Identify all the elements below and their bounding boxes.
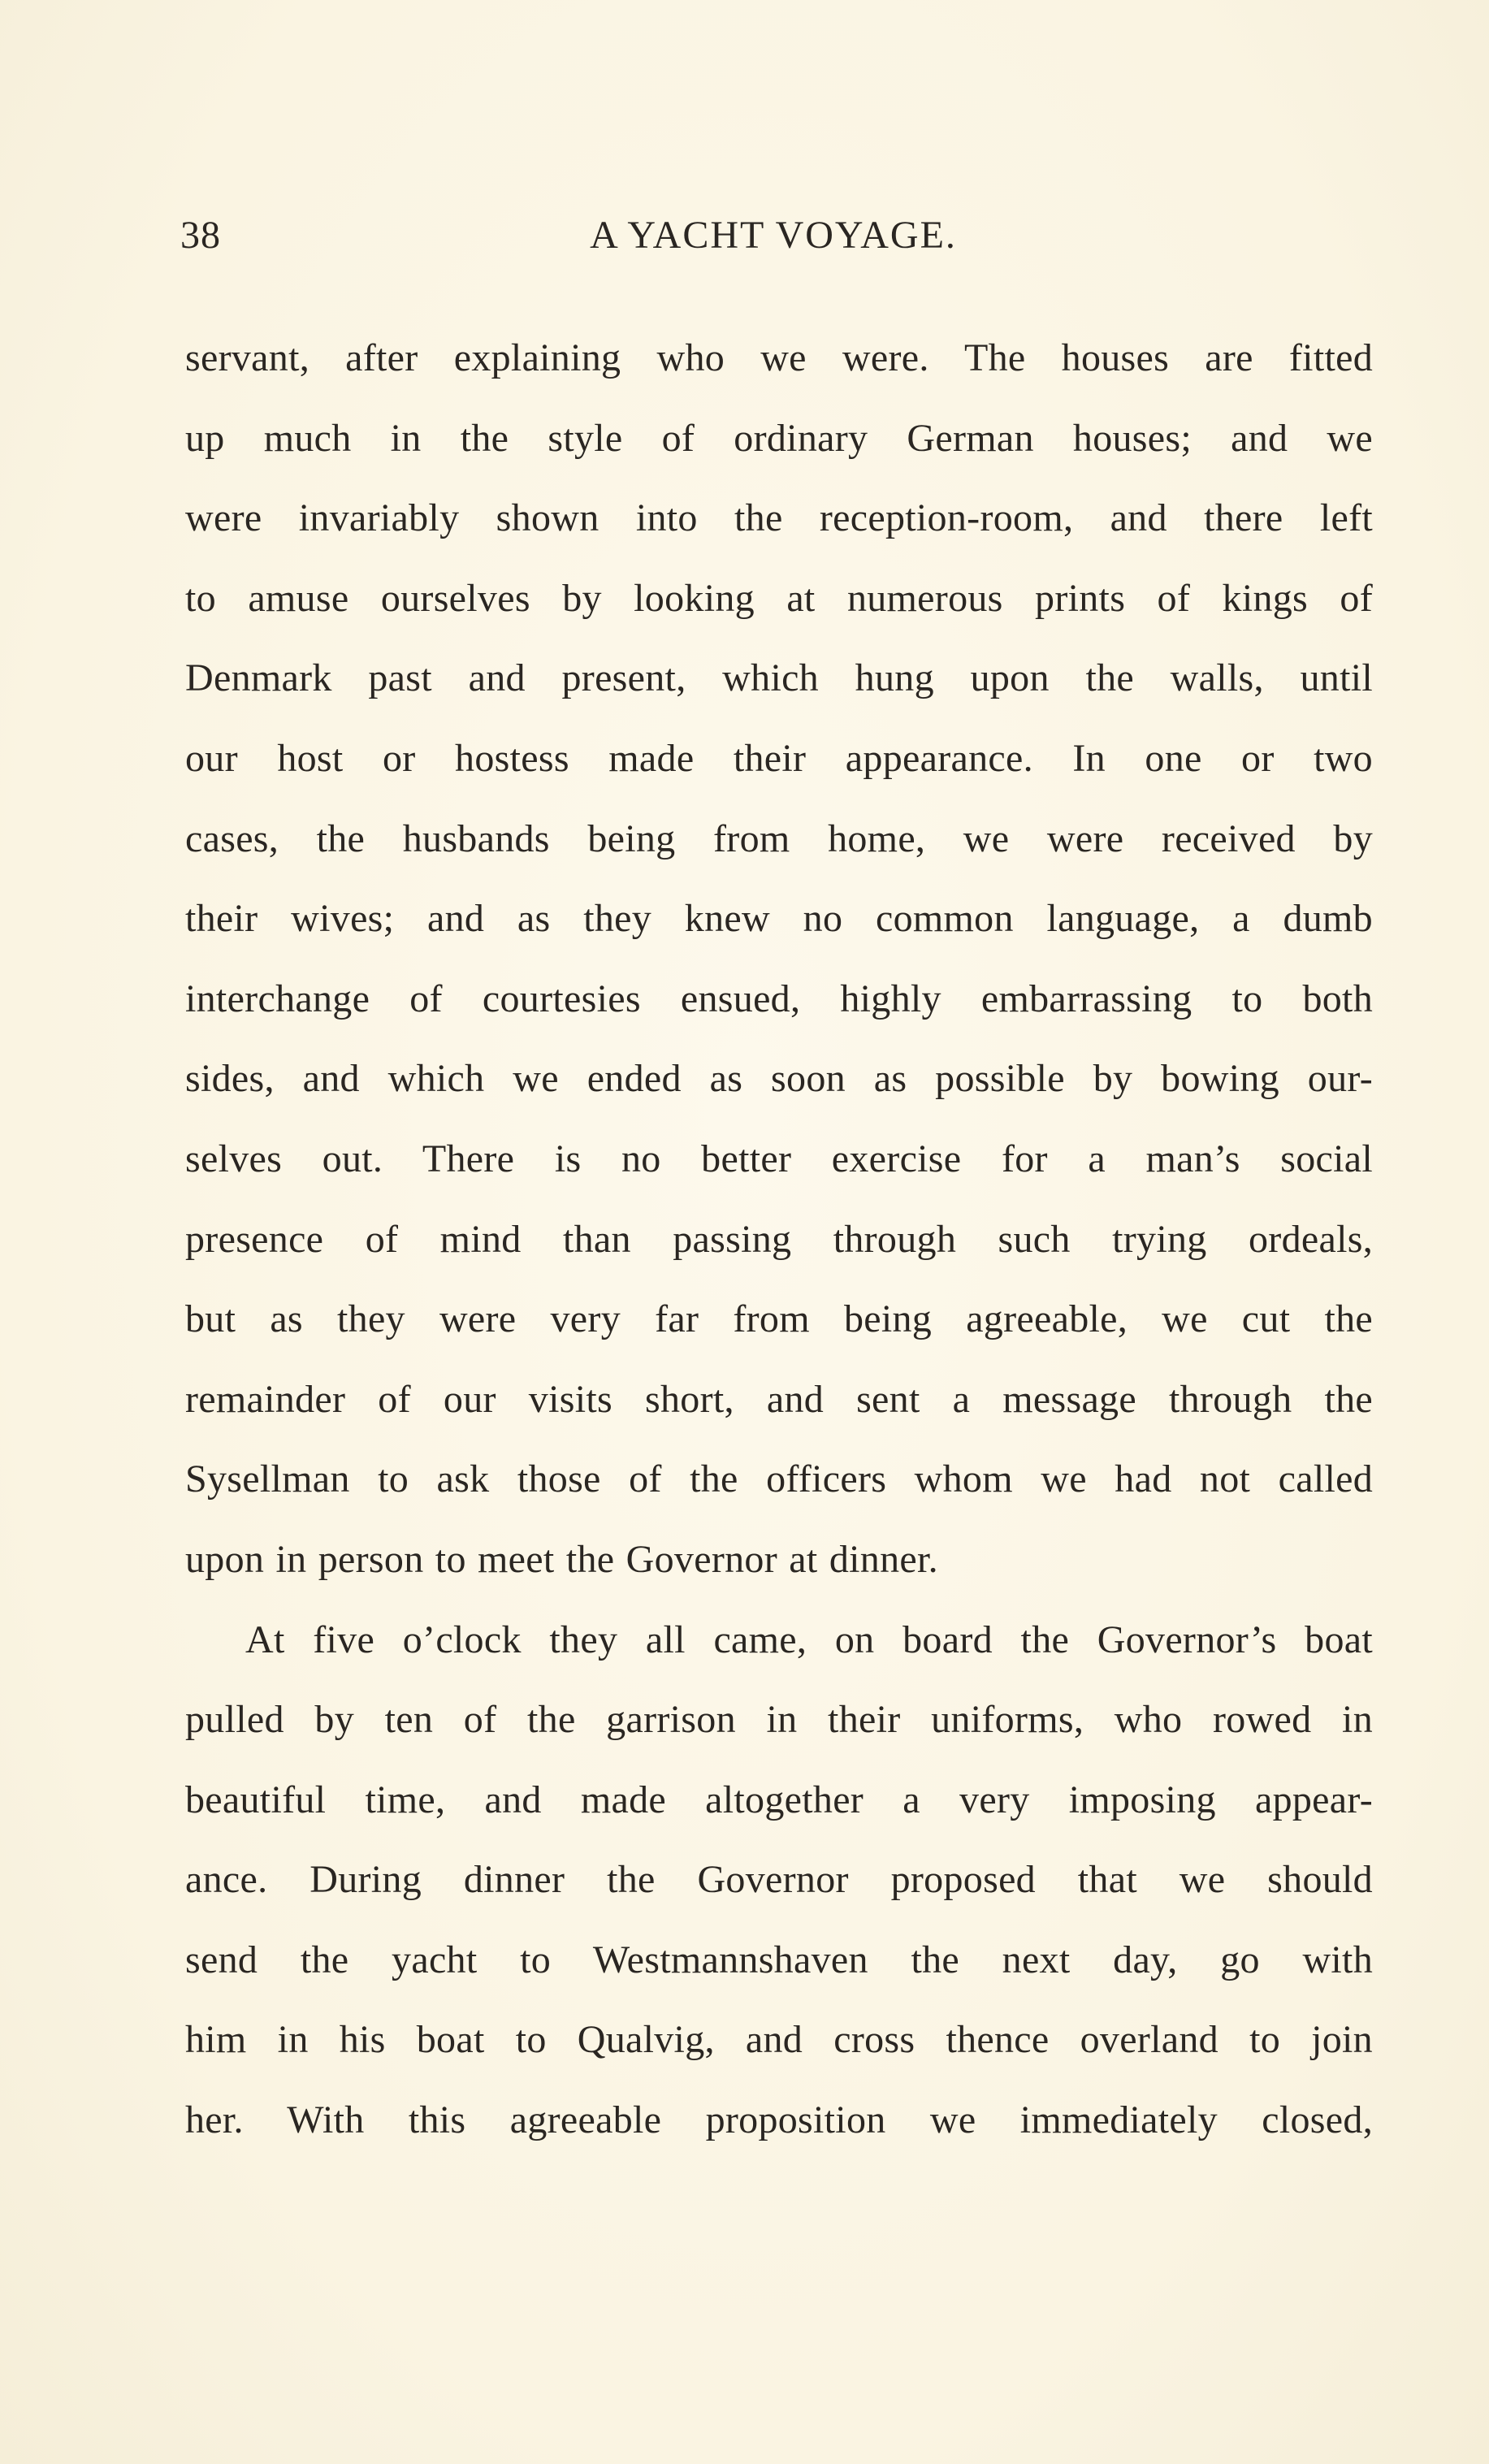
text-line: remainder of our visits short, and sent a message through the xyxy=(185,1377,1373,1421)
text-line: selves out. There is no better exercise for a man’s social xyxy=(185,1137,1373,1180)
text-line: servant, after explaining who we were. The houses are fitted xyxy=(185,336,1373,379)
text-line: send the yacht to Westmannshaven the next day, go with xyxy=(185,1938,1373,1981)
text-line: our host or hostess made their appearance. In one or two xyxy=(185,736,1373,780)
text-line: her. With this agreeable proposition we immediately closed, xyxy=(185,2098,1373,2142)
text-line: pulled by ten of the garrison in their uniforms, who rowed in xyxy=(185,1698,1373,1742)
text-line: were invariably shown into the reception-room, and there left xyxy=(185,496,1373,540)
text-line: presence of mind than passing through such trying ordeals, xyxy=(185,1217,1373,1261)
text-line: ance. During dinner the Governor proposed that we should xyxy=(185,1858,1373,1902)
text-line: Sysellman to ask those of the officers whom we had not called xyxy=(185,1457,1373,1501)
running-head xyxy=(180,213,1366,262)
text-line: cases, the husbands being from home, we were received by xyxy=(185,816,1373,860)
text-line: beautiful time, and made altogether a very imposing appear- xyxy=(185,1778,1373,1821)
page-number: 38 xyxy=(180,214,221,257)
text-line: sides, and which we ended as soon as possible by bowing our- xyxy=(185,1057,1373,1101)
text-line: him in his boat to Qualvig, and cross thence overland to join xyxy=(185,2018,1373,2062)
text-line: interchange of courtesies ensued, highly embarrassing to both xyxy=(185,977,1373,1020)
text-line: Denmark past and present, which hung upon the walls, until xyxy=(185,656,1373,700)
text-line: but as they were very far from being agreeable, we cut the xyxy=(185,1297,1373,1341)
paragraph-end-line: upon in person to meet the Governor at dinner. xyxy=(185,1537,938,1581)
text-line: to amuse ourselves by looking at numerous prints of kings of xyxy=(185,576,1373,620)
running-title: A YACHT VOYAGE. xyxy=(590,214,957,257)
paragraph-start-line: At five o’clock they all came, on board the Governor’s boat xyxy=(245,1617,1373,1661)
text-line: their wives; and as they knew no common language, a dumb xyxy=(185,897,1373,941)
body-text xyxy=(185,318,1373,2161)
text-line: up much in the style of ordinary German houses; and we xyxy=(185,416,1373,460)
